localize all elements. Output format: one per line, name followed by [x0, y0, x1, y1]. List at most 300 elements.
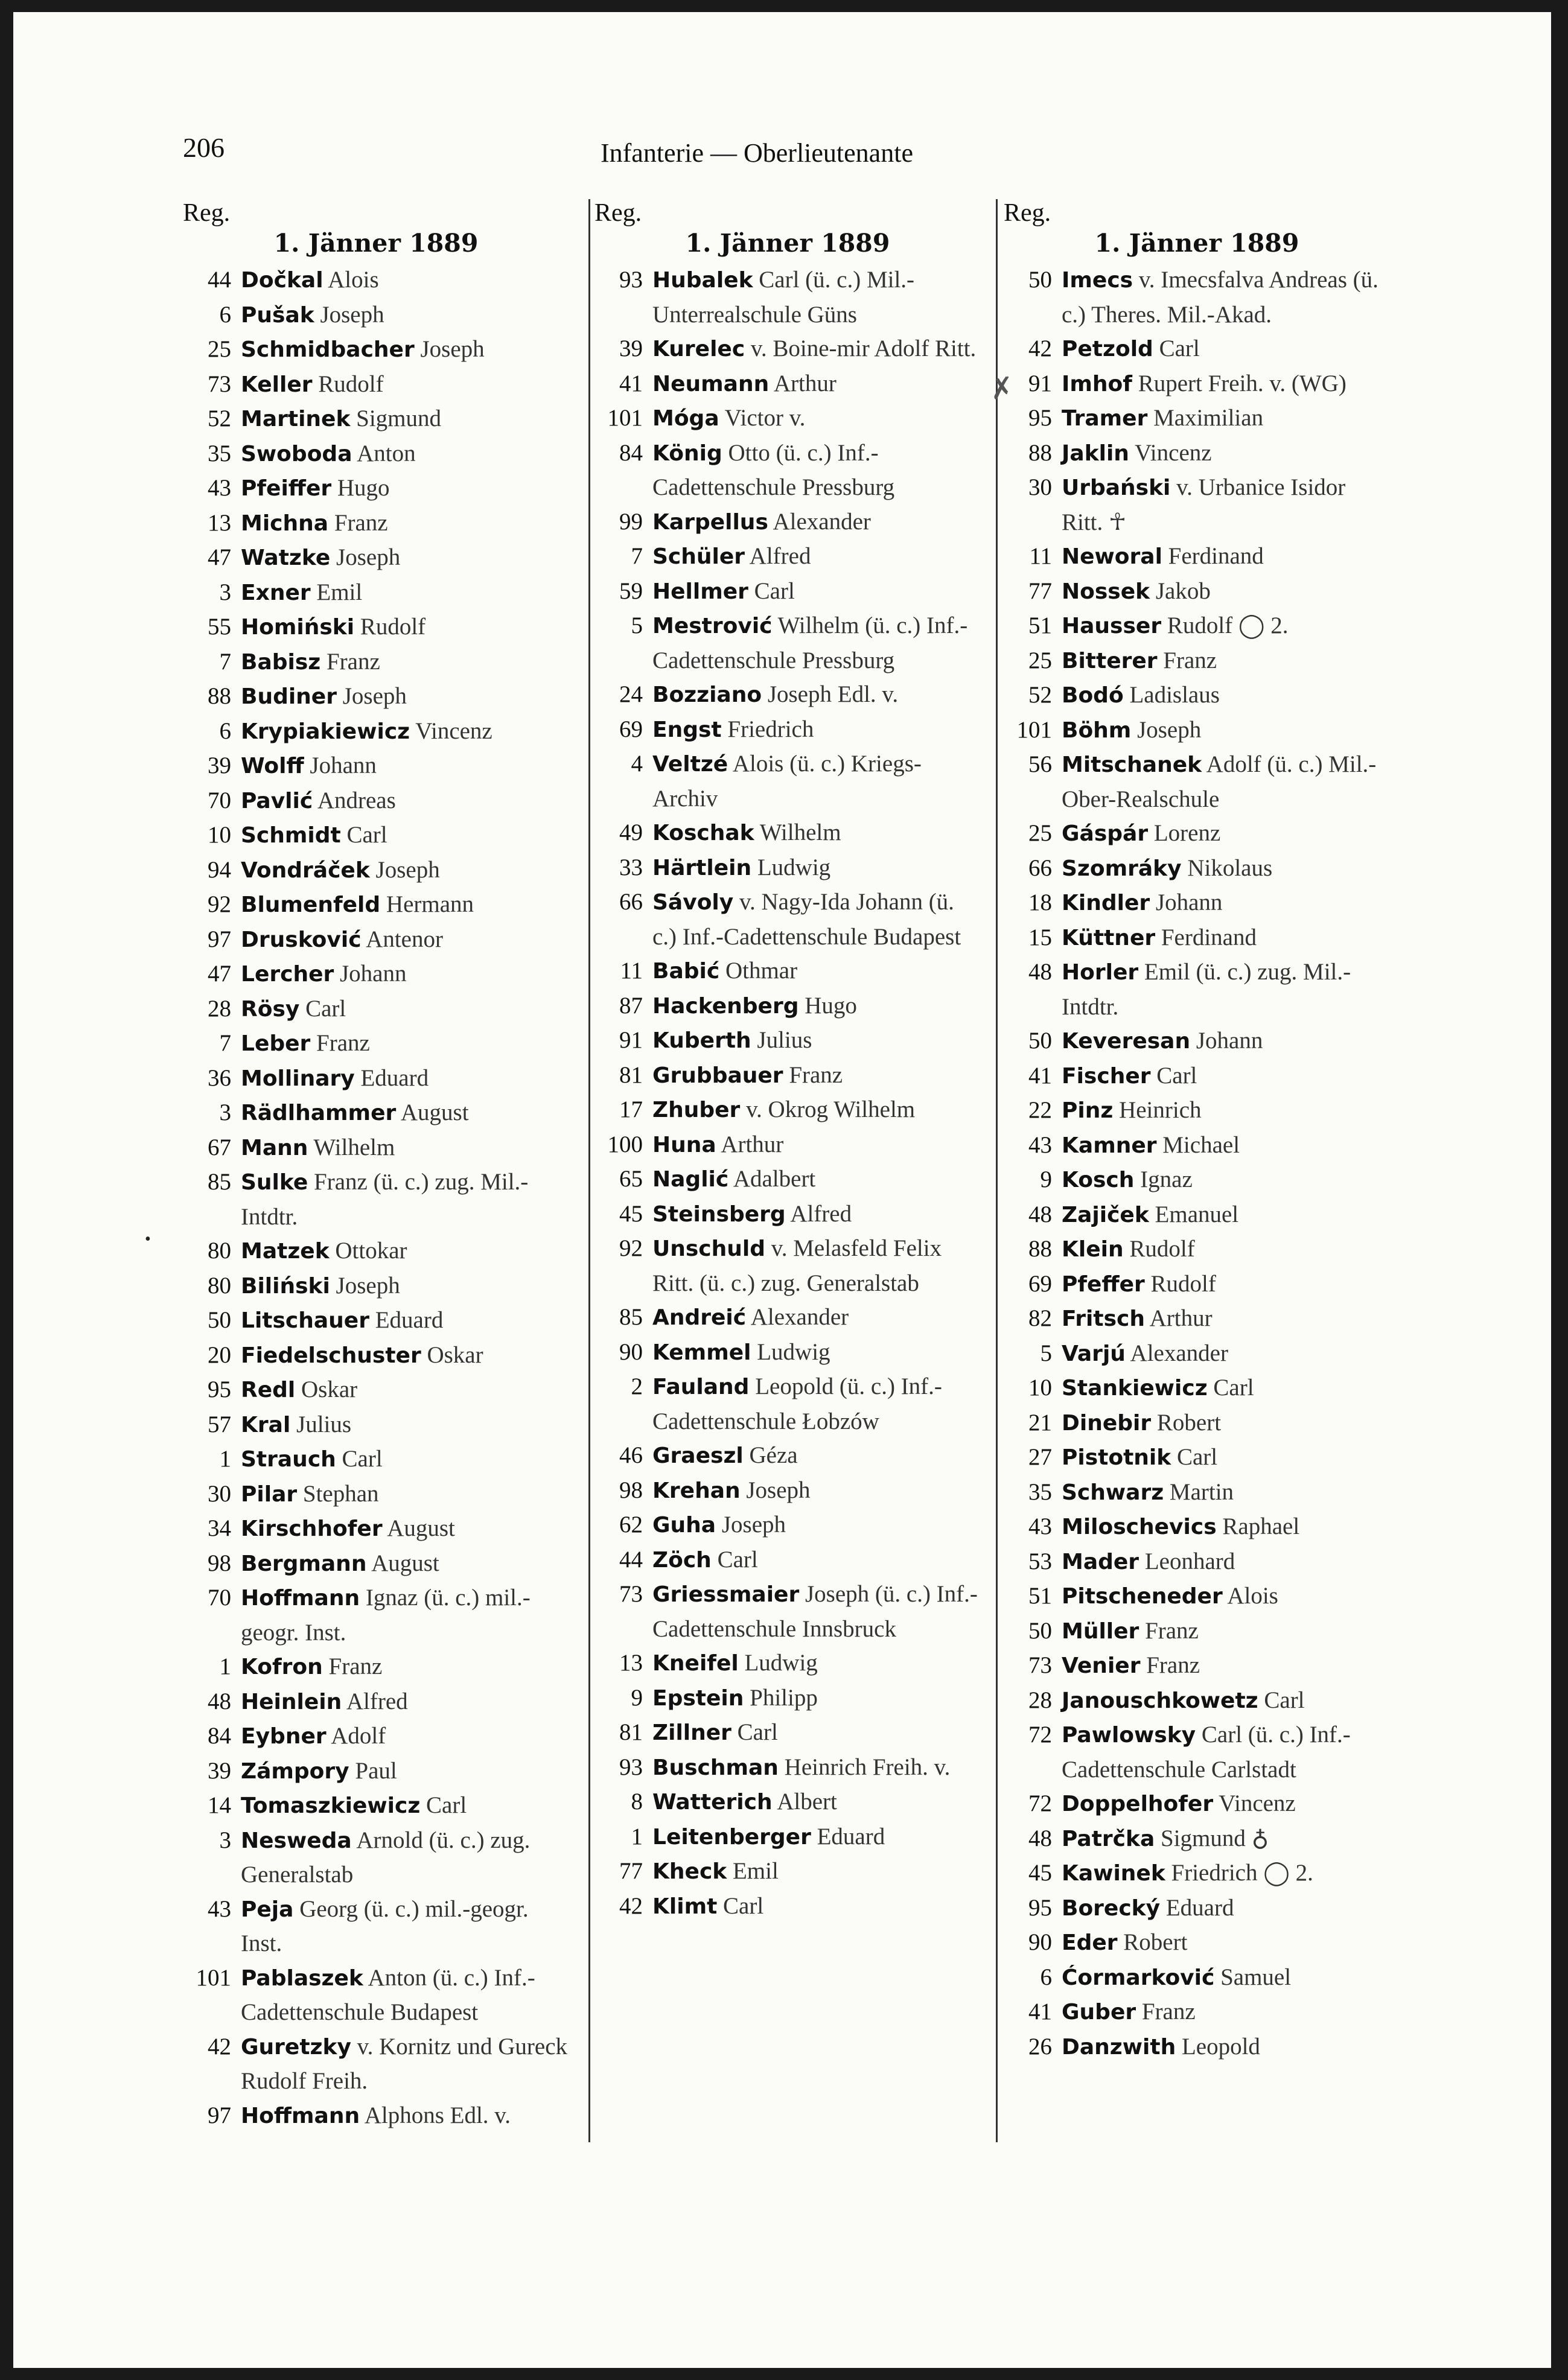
officer-surname: Matzek: [241, 1239, 330, 1264]
regiment-number: 57: [208, 1411, 231, 1437]
officer-details: Otto (ü. c.) Inf.-Cadettenschule Pressburg: [652, 439, 895, 500]
roster-entry: [1004, 1856, 1390, 1891]
officer-surname: Andreić: [652, 1305, 747, 1330]
officer-details: Adolf (ü. c.) Mil.-Ober-Realschule: [1062, 751, 1377, 812]
entry-text: [241, 506, 569, 541]
officer-details: Jakob: [1155, 578, 1211, 604]
roster-entry: [183, 853, 569, 888]
officer-details: Rudolf: [318, 371, 384, 397]
roster-entry: [594, 816, 981, 851]
regiment-number: 52: [1028, 682, 1052, 708]
roster-entry: [183, 576, 569, 611]
officer-surname: Klimt: [652, 1894, 718, 1919]
roster-entry: [183, 818, 569, 853]
officer-surname: Fischer: [1062, 1063, 1151, 1089]
officer-details: Vincenz: [1219, 1790, 1296, 1816]
officer-details: Ludwig: [757, 854, 831, 880]
officer-details: Carl: [737, 1719, 778, 1745]
officer-surname: Huna: [652, 1132, 716, 1157]
entry-text: [1062, 401, 1390, 436]
roster-entry: [183, 1477, 569, 1512]
regiment-number: 28: [1028, 1687, 1052, 1713]
roster-entry: [594, 1681, 981, 1716]
regiment-number: 5: [1040, 1340, 1052, 1366]
roster-entry: [1004, 1926, 1390, 1961]
roster-entry: [1004, 332, 1390, 367]
roster-entry: [1004, 401, 1390, 436]
roster-entry: [1004, 1371, 1390, 1406]
regiment-number: 1: [219, 1446, 231, 1472]
officer-details: Leopold (ü. c.) Inf.-Cadettenschule Łobzów: [652, 1373, 942, 1434]
entry-text: [652, 1681, 981, 1716]
officer-surname: Hubalek: [652, 268, 753, 293]
officer-surname: Fauland: [652, 1375, 750, 1399]
reg-label: Reg.: [1004, 199, 1051, 227]
officer-surname: Hoffmann: [241, 1586, 360, 1611]
officer-details: Carl: [1213, 1375, 1254, 1401]
date-heading: 1. Jänner 1889: [273, 229, 479, 258]
entry-text: [652, 332, 981, 367]
regiment-number: 15: [1028, 924, 1052, 950]
roster-entry: [594, 1646, 981, 1681]
officer-surname: Küttner: [1062, 925, 1156, 950]
entry-text: [1062, 921, 1390, 956]
entry-text: [1062, 574, 1390, 609]
regiment-number: 39: [208, 1757, 231, 1784]
regiment-number: 25: [208, 336, 231, 362]
officer-details: Alexander: [1130, 1340, 1228, 1366]
regiment-number: 72: [1028, 1790, 1052, 1816]
regiment-number: 95: [1028, 1894, 1052, 1921]
roster-entry: [594, 1300, 981, 1335]
officer-surname: Neworal: [1062, 544, 1162, 569]
entry-text: [652, 678, 981, 713]
roster-entry: [1004, 436, 1390, 471]
officer-surname: Babić: [652, 959, 720, 984]
roster-entry: [183, 1581, 569, 1650]
officer-surname: Exner: [241, 580, 311, 605]
officer-surname: Nesweda: [241, 1828, 352, 1853]
regiment-number: 7: [219, 648, 231, 675]
regiment-number: 55: [208, 614, 231, 640]
entry-text: [1062, 1649, 1390, 1684]
officer-surname: Schüler: [652, 544, 745, 569]
regiment-number: 98: [619, 1477, 643, 1503]
regiment-number: 70: [208, 787, 231, 813]
officer-surname: Graeszl: [652, 1443, 744, 1468]
officer-surname: Biliński: [241, 1273, 330, 1299]
officer-details: Franz (ü. c.) zug. Mil.-Intdtr.: [241, 1169, 529, 1230]
officer-details: Alois (ü. c.) Kriegs-Archiv: [652, 751, 922, 812]
entry-text: [241, 749, 569, 784]
officer-surname: Keveresan: [1062, 1029, 1191, 1054]
officer-details: Alfred: [790, 1200, 852, 1227]
officer-details: Oskar: [301, 1376, 358, 1402]
officer-surname: Budiner: [241, 684, 337, 709]
regiment-number: 41: [619, 370, 643, 396]
entry-text: [241, 957, 569, 992]
entry-text: [241, 888, 569, 923]
roster-entry: [1004, 644, 1390, 679]
entry-list: [594, 263, 981, 1924]
officer-details: Adolf: [331, 1723, 386, 1749]
officer-details: Robert: [1123, 1929, 1188, 1955]
officer-surname: Litschauer: [241, 1308, 369, 1333]
roster-entry: [183, 1026, 569, 1061]
regiment-number: 95: [1028, 405, 1052, 431]
officer-details: Albert: [777, 1789, 837, 1815]
regiment-number: 72: [1028, 1722, 1052, 1748]
entry-list: [183, 263, 569, 2133]
roster-entry: [1004, 1267, 1390, 1302]
officer-details: Johann: [340, 961, 407, 987]
regiment-number: 6: [1040, 1964, 1052, 1990]
officer-surname: Venier: [1062, 1653, 1141, 1678]
entry-text: [652, 851, 981, 886]
officer-surname: Epstein: [652, 1685, 744, 1711]
entry-text: [241, 1061, 569, 1096]
entry-text: [1062, 1545, 1390, 1580]
entry-text: [241, 471, 569, 506]
roster-entry: [183, 749, 569, 784]
entry-text: [652, 1128, 981, 1163]
roster-entry: [594, 263, 981, 332]
regiment-number: 42: [619, 1892, 643, 1919]
roster-entry: [1004, 574, 1390, 609]
officer-surname: Fiedelschuster: [241, 1343, 421, 1368]
officer-details: Rudolf ◯ 2.: [1167, 612, 1289, 638]
officer-surname: Blumenfeld: [241, 892, 381, 917]
regiment-number: 2: [631, 1373, 643, 1399]
entry-text: [241, 368, 569, 402]
officer-surname: Homiński: [241, 615, 355, 640]
entry-text: [1062, 609, 1390, 644]
officer-surname: Ćormarković: [1062, 1965, 1215, 1990]
entry-text: [652, 1508, 981, 1543]
entry-text: [652, 505, 981, 540]
entry-text: [1062, 1440, 1390, 1475]
officer-details: Johann: [1196, 1028, 1263, 1054]
officer-surname: Imecs: [1062, 268, 1133, 293]
regiment-number: 92: [208, 891, 231, 917]
roster-entry: [594, 713, 981, 748]
regiment-number: 42: [1028, 336, 1052, 361]
officer-details: Wilhelm: [313, 1134, 395, 1160]
regiment-number: 6: [219, 718, 231, 744]
roster-entry: [594, 885, 981, 954]
officer-details: Philipp: [750, 1684, 818, 1711]
entry-text: [652, 1023, 981, 1058]
officer-surname: Pitscheneder: [1062, 1584, 1223, 1609]
regiment-number: 47: [208, 961, 231, 987]
roster-entry: [594, 1577, 981, 1646]
regiment-number: 73: [619, 1581, 643, 1607]
entry-text: [1062, 1024, 1390, 1059]
officer-details: Leonhard: [1144, 1548, 1235, 1574]
entry-text: [241, 992, 569, 1027]
regiment-number: 8: [631, 1789, 643, 1815]
regiment-number: 25: [1028, 820, 1052, 846]
regiment-number: 88: [1028, 439, 1052, 466]
regiment-number: 3: [219, 1099, 231, 1125]
entry-text: [652, 816, 981, 851]
roster-entry: [183, 1061, 569, 1096]
roster-entry: [183, 784, 569, 819]
roster-entry: [1004, 678, 1390, 713]
entry-text: [1062, 816, 1390, 851]
regiment-number: 62: [619, 1512, 643, 1538]
officer-details: Antenor: [366, 926, 443, 952]
regiment-number: 94: [208, 856, 231, 883]
officer-details: Adalbert: [733, 1166, 816, 1192]
entry-text: [1062, 1059, 1390, 1094]
officer-surname: Schmidt: [241, 823, 341, 848]
officer-surname: Rösy: [241, 996, 300, 1022]
regiment-number: 41: [1028, 1062, 1052, 1089]
regiment-number: 48: [1028, 1825, 1052, 1851]
entry-text: [1062, 1371, 1390, 1406]
officer-details: Alfred: [749, 543, 811, 569]
officer-details: Joseph: [320, 301, 384, 328]
regiment-number: 70: [208, 1585, 231, 1611]
regiment-number: 100: [607, 1131, 643, 1157]
officer-surname: Swoboda: [241, 441, 352, 466]
roster-entry: [183, 1234, 569, 1269]
entry-text: [241, 576, 569, 611]
officer-surname: Mitschanek: [1062, 752, 1202, 777]
entry-text: [652, 1889, 981, 1924]
officer-surname: Guber: [1062, 2000, 1136, 2025]
officer-details: Ferdinand: [1161, 924, 1257, 950]
regiment-number: 34: [208, 1515, 231, 1541]
roster-entry: [183, 368, 569, 402]
regiment-number: 7: [631, 543, 643, 569]
entry-text: [1062, 1163, 1390, 1198]
officer-surname: Fritsch: [1062, 1306, 1145, 1331]
roster-entry: [594, 1370, 981, 1439]
entry-text: [1062, 1337, 1390, 1372]
roster-entry: [594, 1785, 981, 1820]
officer-surname: Eder: [1062, 1930, 1118, 1955]
officer-surname: Bodó: [1062, 683, 1124, 708]
roster-entry: [594, 1716, 981, 1751]
regiment-number: 84: [619, 439, 643, 466]
roster-entry: [594, 1023, 981, 1058]
regiment-number: 73: [208, 371, 231, 397]
entry-text: [652, 367, 981, 402]
roster-entry: [183, 1131, 569, 1166]
roster-column-2: [594, 199, 981, 1924]
officer-details: Joseph: [375, 856, 440, 883]
regiment-number: 35: [208, 440, 231, 466]
officer-details: Joseph: [420, 336, 485, 362]
officer-surname: Pavlić: [241, 788, 313, 813]
entry-text: [652, 1300, 981, 1335]
roster-entry: [594, 1058, 981, 1093]
officer-surname: Pfeffer: [1062, 1271, 1145, 1297]
roster-entry: [183, 1892, 569, 1961]
officer-details: Georg (ü. c.) mil.-geogr. Inst.: [241, 1895, 529, 1956]
officer-details: Alexander: [750, 1304, 849, 1330]
officer-details: Johann: [310, 752, 377, 778]
officer-surname: Pawlowsky: [1062, 1723, 1196, 1748]
entry-text: [241, 1373, 569, 1408]
roster-entry: [183, 2099, 569, 2134]
officer-surname: Tomaszkiewicz: [241, 1793, 421, 1818]
entry-text: [1062, 678, 1390, 713]
officer-surname: Petzold: [1062, 337, 1153, 361]
officer-surname: Redl: [241, 1378, 296, 1402]
entry-text: [241, 784, 569, 819]
roster-entry: [1004, 886, 1390, 921]
officer-surname: Drusković: [241, 927, 362, 952]
officer-details: Johann: [1155, 889, 1223, 915]
entry-text: [652, 263, 981, 332]
regiment-number: 44: [619, 1546, 643, 1573]
officer-details: Carl: [1176, 1444, 1218, 1470]
entry-text: [241, 1512, 569, 1547]
regiment-number: 59: [619, 578, 643, 604]
officer-details: Arthur: [721, 1131, 784, 1157]
regiment-number: 11: [1029, 543, 1052, 569]
roster-entry: [1004, 1684, 1390, 1719]
roster-entry: [594, 574, 981, 609]
regiment-number: 66: [1028, 854, 1052, 881]
officer-details: Alois: [328, 267, 379, 293]
officer-details: Wilhelm: [759, 819, 841, 845]
officer-surname: Pinz: [1062, 1098, 1114, 1123]
roster-entry: [594, 1439, 981, 1474]
regiment-number: 90: [1028, 1929, 1052, 1955]
regiment-number: 26: [1028, 2033, 1052, 2060]
regiment-number: 27: [1028, 1444, 1052, 1470]
roster-entry: [594, 1335, 981, 1370]
officer-surname: Zhuber: [652, 1098, 741, 1122]
roster-entry: [183, 714, 569, 749]
roster-entry: [183, 679, 569, 714]
entry-text: [1062, 1856, 1390, 1891]
roster-entry: [183, 610, 569, 645]
page-number: 206: [183, 132, 225, 163]
entry-text: [241, 1581, 569, 1650]
entry-text: [1062, 1822, 1390, 1857]
regiment-number: 18: [1028, 889, 1052, 915]
officer-surname: Strauch: [241, 1447, 336, 1472]
roster-entry: [183, 298, 569, 333]
roster-entry: [594, 505, 981, 540]
officer-surname: Babisz: [241, 649, 321, 675]
roster-entry: [1004, 609, 1390, 644]
officer-surname: Pablaszek: [241, 1965, 363, 1991]
officer-details: v. Imecsfalva Andreas (ü. c.) Theres. Mil.-Akad.: [1062, 267, 1378, 328]
officer-surname: Varjú: [1062, 1341, 1126, 1366]
officer-details: Maximilian: [1153, 405, 1264, 431]
entry-text: [652, 747, 981, 816]
officer-details: Rudolf: [1150, 1270, 1216, 1297]
officer-details: Carl (ü. c.) Mil.-Unterrealschule Güns: [652, 267, 915, 328]
officer-surname: Bozziano: [652, 682, 762, 707]
roster-entry: [183, 1338, 569, 1373]
roster-entry: [594, 1820, 981, 1855]
officer-surname: Doppelhofer: [1062, 1792, 1214, 1816]
regiment-number: 80: [208, 1238, 231, 1264]
officer-details: Ferdinand: [1168, 543, 1264, 569]
officer-details: Franz: [326, 648, 380, 675]
roster-entry: [183, 263, 569, 298]
officer-surname: Zillner: [652, 1720, 731, 1745]
officer-details: Franz: [1163, 647, 1217, 673]
officer-surname: Wolff: [241, 754, 304, 778]
entry-text: [241, 1131, 569, 1166]
roster-column-3: [1004, 199, 1390, 2064]
entry-text: [1062, 886, 1390, 921]
roster-entry: [183, 1512, 569, 1547]
entry-text: [241, 1408, 569, 1443]
entry-text: [1062, 1926, 1390, 1961]
officer-surname: Peja: [241, 1897, 294, 1922]
entry-text: [241, 714, 569, 749]
roster-entry: [594, 851, 981, 886]
roster-entry: [1004, 367, 1390, 402]
roster-entry: [183, 923, 569, 958]
regiment-number: 42: [208, 2033, 231, 2060]
regiment-number: 93: [619, 1754, 643, 1780]
officer-details: Alois: [1227, 1583, 1278, 1609]
officer-details: Carl: [717, 1546, 758, 1573]
officer-details: Franz: [1146, 1652, 1200, 1678]
regiment-number: 101: [196, 1964, 231, 1991]
entry-text: [1062, 644, 1390, 679]
roster-entry: [183, 1547, 569, 1582]
officer-surname: Mollinary: [241, 1066, 355, 1091]
roster-entry: [1004, 1406, 1390, 1441]
officer-surname: Heinlein: [241, 1689, 342, 1714]
officer-details: Friedrich: [727, 716, 814, 742]
roster-entry: [183, 1789, 569, 1824]
regiment-number: 82: [1028, 1305, 1052, 1331]
officer-details: Joseph: [342, 683, 407, 709]
entry-text: [652, 1162, 981, 1197]
reg-label: Reg.: [594, 199, 642, 227]
officer-surname: Urbański: [1062, 476, 1171, 500]
roster-entry: [1004, 1510, 1390, 1545]
roster-entry: [1004, 263, 1390, 332]
officer-details: Friedrich ◯ 2.: [1171, 1860, 1313, 1886]
regiment-number: 67: [208, 1134, 231, 1160]
officer-details: Joseph Edl. v.: [767, 681, 899, 707]
roster-entry: [183, 1719, 569, 1754]
officer-details: Joseph: [1137, 716, 1202, 743]
officer-details: Carl: [305, 995, 346, 1022]
entry-text: [652, 1820, 981, 1855]
regiment-number: 98: [208, 1550, 231, 1576]
entry-text: [652, 1543, 981, 1578]
regiment-number: 48: [1028, 1201, 1052, 1227]
regiment-number: 43: [1028, 1131, 1052, 1158]
officer-surname: Dočkal: [241, 268, 323, 293]
roster-entry: [1004, 1232, 1390, 1267]
regiment-number: 10: [1028, 1375, 1052, 1401]
entry-text: [241, 1477, 569, 1512]
roster-entry: [183, 1824, 569, 1892]
roster-entry: [1004, 748, 1390, 816]
officer-surname: Bergmann: [241, 1551, 367, 1576]
entry-text: [1062, 1128, 1390, 1163]
officer-surname: Zámpory: [241, 1758, 349, 1784]
regiment-number: 90: [619, 1338, 643, 1365]
regiment-number: 9: [1040, 1166, 1052, 1192]
entry-text: [652, 1232, 981, 1300]
